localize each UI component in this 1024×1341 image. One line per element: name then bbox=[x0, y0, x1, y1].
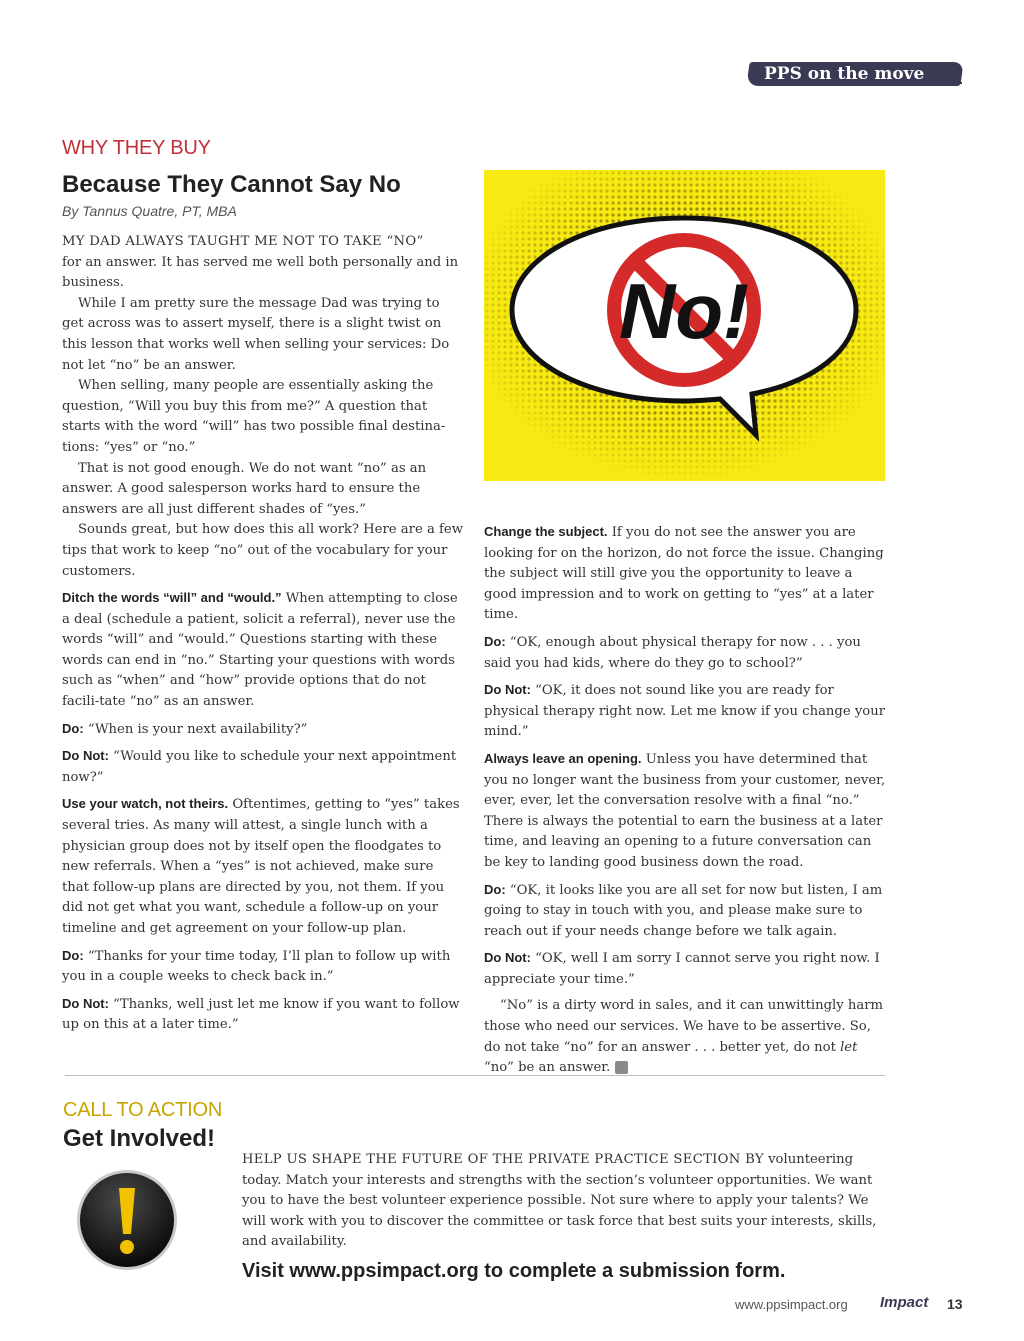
article-byline: By Tannus Quatre, PT, MBA bbox=[62, 203, 237, 219]
paragraph-1 bbox=[62, 232, 464, 294]
tip-3-do-not bbox=[484, 680, 886, 743]
do-not-text: “Thanks, well just let me know if you want to follow up on this at a later time.” bbox=[62, 996, 460, 1033]
do-not-text: “Would you like to schedule your next appointment now?” bbox=[62, 749, 457, 785]
tip-3-heading: Change the subject. bbox=[484, 524, 608, 539]
do-text: “When is your next availability?” bbox=[83, 721, 308, 737]
illustration-svg bbox=[484, 170, 885, 481]
paragraph-4: That is not good enough. We do not want “no” as an answer. A good salesperson works hard to ensure the answers are all just different shades of “yes.” bbox=[62, 460, 427, 517]
do-not-text: “OK, it does not sound like you are ready for physical therapy right now. Let me know if you change your mind.” bbox=[484, 683, 886, 740]
article-title: Because They Cannot Say No bbox=[62, 171, 401, 198]
do-label: Do: bbox=[62, 947, 84, 963]
do-text: “OK, it looks like you are all set for now but listen, I am going to stay in touch with you, and please make sure to reach out if your needs change before we talk again. bbox=[484, 882, 883, 939]
cta-body bbox=[242, 1150, 882, 1253]
tip-3-body: If you do not see the answer you are looking for on the horizon, do not force the issue. Changing the subject will still give you the opportunity to leave a good impression and to work on getting to “yes” at a later time. bbox=[484, 525, 884, 623]
tip-3 bbox=[484, 522, 886, 626]
do-text: “Thanks for your time today, I’ll plan to follow up with you in a couple weeks to check back in.” bbox=[62, 948, 451, 985]
footer-url[interactable]: www.ppsimpact.org bbox=[735, 1297, 848, 1312]
tip-2-do-not bbox=[62, 994, 464, 1036]
tip-1-heading: Ditch the words “will” and “would.” bbox=[62, 590, 282, 606]
do-not-label: Do Not: bbox=[62, 748, 109, 764]
cta-lead-in: HELP US SHAPE THE FUTURE OF THE PRIVATE PRACTICE SECTION BY bbox=[242, 1152, 764, 1167]
cta-body-text: volunteering today. Match your interests and strengths with the section’s volunteer opportunities. We want you to have the best volunteer experience possible. Not sure where to apply your talents? We will work with you to discover the committee or task force that best suits your interests, skills, and availability. bbox=[242, 1152, 877, 1250]
do-not-label: Do Not: bbox=[484, 682, 531, 698]
exclamation-icon bbox=[75, 1168, 179, 1272]
end-of-article-mark: I bbox=[615, 1061, 628, 1074]
closing-emphasis: let bbox=[840, 1039, 858, 1055]
do-text: “OK, enough about physical therapy for now . . . you said you had kids, where do they go to school?” bbox=[484, 634, 861, 671]
exclamation-icon-svg bbox=[75, 1168, 179, 1272]
tip-2-do bbox=[62, 946, 464, 988]
section-tag: PPS on the move bbox=[764, 64, 925, 84]
tip-4-do bbox=[484, 880, 886, 943]
closing-paragraph bbox=[484, 996, 886, 1078]
tip-4-body: Unless you have determined that you no longer want the business from your customer, never, ever, ever, let the conversation resolve with a final “no.” There is always the potential to earn the business at a later time, and leaving an opening to a future conversation can be key to landing good business down the road. bbox=[484, 751, 886, 870]
tip-1-do bbox=[62, 719, 464, 741]
tip-1-body: When attempting to close a deal (schedule a patient, solicit a referral), never use the words “will” and “would.” Questions starting with these words can end in “no.” Starting your questions with words such as “when” and “how” provide options that do not facili-tate “no” as an answer. bbox=[62, 591, 458, 710]
article-right-column bbox=[484, 522, 886, 1079]
tip-1-do-not bbox=[62, 746, 464, 788]
do-label: Do: bbox=[62, 720, 84, 736]
page-number: 13 bbox=[947, 1296, 963, 1312]
paragraph-2: While I am pretty sure the message Dad was trying to get across was to assert myself, there is a slight twist on this lesson that works well when selling your services: Do not let “no” be an answer. bbox=[62, 295, 450, 373]
paragraph-1-text: for an answer. It has served me well both personally and in business. bbox=[62, 254, 459, 291]
cta-title: Get Involved! bbox=[63, 1125, 216, 1152]
lead-in: MY DAD ALWAYS TAUGHT ME NOT TO TAKE “NO” bbox=[62, 234, 424, 249]
cta-kicker: CALL TO ACTION bbox=[63, 1099, 223, 1121]
do-not-label: Do Not: bbox=[62, 995, 109, 1011]
article-kicker: WHY THEY BUY bbox=[62, 137, 211, 159]
section-divider bbox=[65, 1075, 885, 1076]
footer-brand: Impact bbox=[880, 1294, 929, 1311]
no-speech-bubble-illustration bbox=[484, 170, 885, 481]
do-not-label: Do Not: bbox=[484, 950, 531, 966]
paragraph-5: Sounds great, but how does this all work? Here are a few tips that work to keep “no” out of the vocabulary for your customers. bbox=[62, 522, 463, 579]
speech-text: No! bbox=[619, 267, 749, 355]
paragraph-3: When selling, many people are essentially asking the question, “Will you buy this from me?” A question that starts with the word “will” has two possible final destina-tions: “yes” or “no.” bbox=[62, 378, 446, 455]
tip-4 bbox=[484, 749, 886, 874]
tip-4-do-not bbox=[484, 948, 886, 990]
do-not-text: “OK, well I am sorry I cannot serve you right now. I appreciate your time.” bbox=[484, 951, 880, 987]
tip-1 bbox=[62, 588, 464, 713]
do-label: Do: bbox=[484, 881, 506, 897]
tip-4-heading: Always leave an opening. bbox=[484, 750, 642, 766]
do-label: Do: bbox=[484, 633, 506, 649]
article-left-column bbox=[62, 232, 464, 1036]
tip-3-do bbox=[484, 632, 886, 674]
tip-2-heading: Use your watch, not theirs. bbox=[62, 796, 229, 812]
tip-2-body: Oftentimes, getting to “yes” takes several tries. As many will attest, a single lunch with a physician group does not by itself open the floodgates to new referrals. When a “yes” is not achieved, make sure that follow-up plans are directed by you, not them. If you did not get what you want, schedule a follow-up on your timeline and get agreement on your follow-up plan. bbox=[62, 797, 460, 936]
cta-submission-link[interactable]: Visit www.ppsimpact.org to complete a submission form. bbox=[242, 1260, 786, 1282]
closing-text-a: “No” is a dirty word in sales, and it can unwittingly harm those who need our services. We have to be assertive. So, do not take “no” for an answer . . . better yet, do not bbox=[484, 998, 884, 1055]
tip-2 bbox=[62, 794, 464, 939]
closing-text-b: “no” be an answer. bbox=[484, 1060, 611, 1076]
